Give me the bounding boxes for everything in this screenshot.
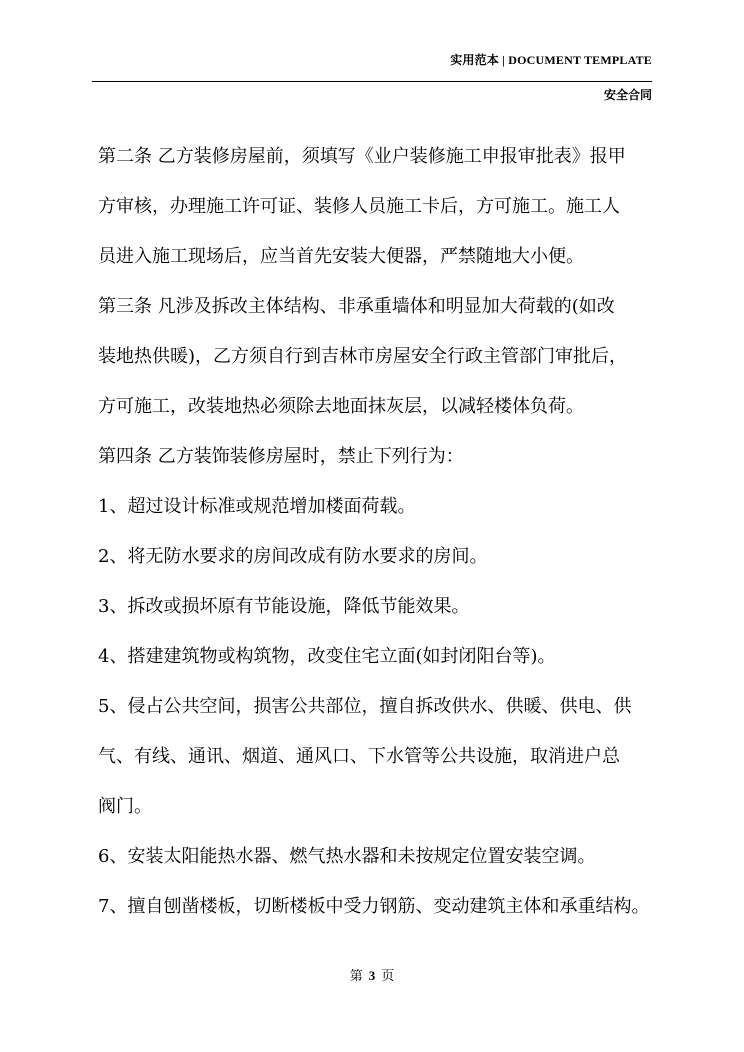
body-line-2: 方审核，办理施工许可证、装修人员施工卡后，方可施工。施工人 — [98, 196, 620, 217]
header-divider — [92, 81, 652, 82]
body-line-12: 5、侵占公共空间，损害公共部位，擅自拆改供水、供暖、供电、供 — [98, 696, 632, 717]
body-line-13: 气、有线、通讯、烟道、通风口、下水管等公共设施，取消进户总 — [98, 746, 620, 767]
body-line-8: 1、超过设计标准或规范增加楼面荷载。 — [98, 496, 416, 517]
body-line-10: 3、拆改或损坏原有节能设施，降低节能效果。 — [98, 596, 470, 617]
body-line-14: 阀门。 — [98, 796, 152, 817]
body-line-5: 装地热供暖)，乙方须自行到吉林市房屋安全行政主管部门审批后， — [98, 346, 628, 367]
body-line-3: 员进入施工现场后，应当首先安装大便器，严禁随地大小便。 — [98, 246, 584, 267]
page-footer — [0, 965, 744, 984]
body-line-11: 4、搭建建筑物或构筑物，改变住宅立面(如封闭阳台等)。 — [98, 646, 556, 667]
header-document-template-label: 实用范本 | DOCUMENT TEMPLATE — [450, 53, 652, 67]
header-section-label: 安全合同 — [603, 88, 652, 102]
page-number: 3 — [368, 968, 376, 983]
footer-suffix: 页 — [381, 969, 395, 984]
body-line-16: 7、擅自刨凿楼板，切断楼板中受力钢筋、变动建筑主体和承重结构。 — [98, 896, 650, 917]
body-line-7: 第四条 乙方装饰装修房屋时，禁止下列行为： — [98, 446, 464, 467]
body-line-6: 方可施工，改装地热必须除去地面抹灰层，以减轻楼体负荷。 — [98, 396, 584, 417]
body-line-1: 第二条 乙方装修房屋前，须填写《业户装修施工申报审批表》报甲 — [98, 146, 626, 167]
footer-prefix: 第 — [349, 969, 363, 984]
document-body — [98, 132, 658, 932]
body-line-9: 2、将无防水要求的房间改成有防水要求的房间。 — [98, 546, 488, 567]
body-line-15: 6、安装太阳能热水器、燃气热水器和未按规定位置安装空调。 — [98, 846, 596, 867]
body-line-4: 第三条 凡涉及拆改主体结构、非承重墙体和明显加大荷载的(如改 — [98, 296, 615, 317]
